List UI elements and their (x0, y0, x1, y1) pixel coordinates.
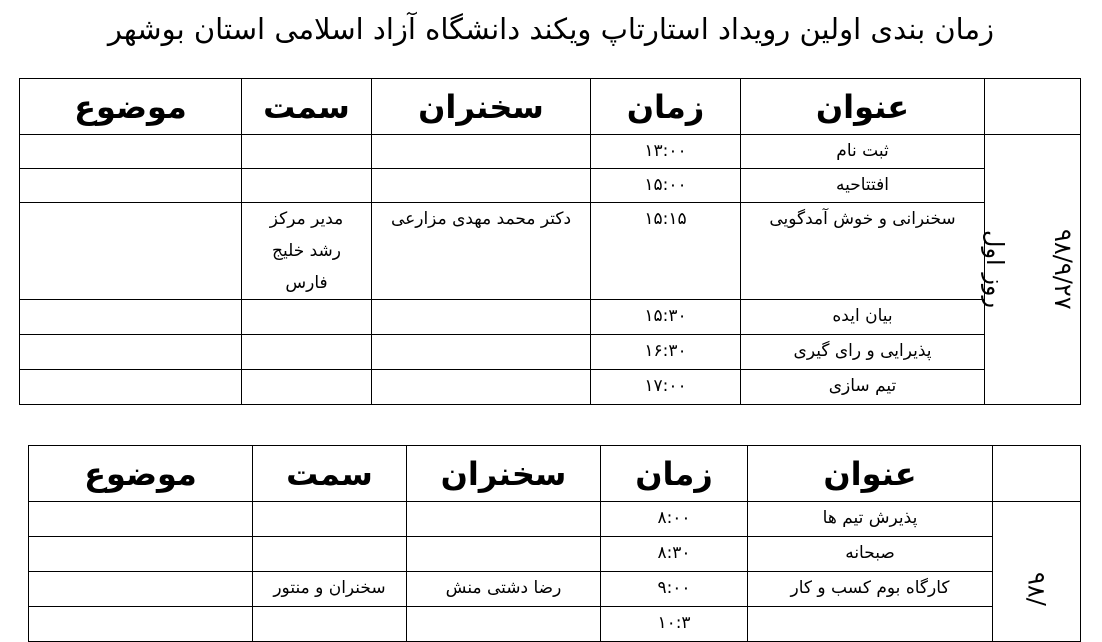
cell-title: تیم سازی (741, 370, 985, 405)
cell-role (242, 300, 372, 335)
table-row (29, 537, 1081, 572)
page-title: زمان بندی اولین رویداد استارتاپ ویکند دانشگاه آزاد اسلامی استان بوشهر (107, 12, 995, 46)
cell-role (242, 335, 372, 370)
cell-role-text: مدیر مرکز رشد خلیج فارس (269, 209, 344, 293)
table-row (20, 169, 1081, 203)
cell-time: ۱۶:۳۰ (591, 335, 741, 370)
header-topic: موضوع (29, 446, 253, 502)
schedule-table-day1 (19, 78, 1081, 405)
day-label-cell (993, 502, 1081, 642)
cell-time: ۱۰:۳ (601, 607, 748, 642)
cell-role (242, 169, 372, 203)
schedule-table-day2 (28, 445, 1081, 642)
cell-time: ۱۳:۰۰ (591, 135, 741, 169)
cell-time: ۱۵:۰۰ (591, 169, 741, 203)
table-row (29, 572, 1081, 607)
cell-time: ۸:۰۰ (601, 502, 748, 537)
cell-time: ۸:۳۰ (601, 537, 748, 572)
header-title: عنوان (741, 79, 985, 135)
cell-role (242, 203, 372, 300)
cell-topic (20, 203, 242, 300)
cell-title: پذیرایی و رای گیری (741, 335, 985, 370)
cell-speaker (407, 537, 601, 572)
header-role: سمت (253, 446, 407, 502)
day-date: ۹۸/۹/۲۷ (1049, 229, 1077, 310)
header-day (993, 446, 1081, 502)
table-row (20, 370, 1081, 405)
cell-speaker (372, 335, 591, 370)
table-row (20, 135, 1081, 169)
header-row (20, 79, 1081, 135)
cell-title: کارگاه بوم کسب و کار (748, 572, 993, 607)
cell-title: افتتاحیه (741, 169, 985, 203)
day-label-cell (981, 135, 1081, 405)
header-speaker: سخنران (407, 446, 601, 502)
cell-speaker (372, 370, 591, 405)
cell-topic (29, 502, 253, 537)
cell-speaker (372, 135, 591, 169)
cell-role (242, 135, 372, 169)
cell-title: صبحانه (748, 537, 993, 572)
cell-speaker (372, 300, 591, 335)
cell-topic (20, 335, 242, 370)
cell-topic (29, 537, 253, 572)
table-row (20, 203, 1081, 300)
cell-time: ۱۷:۰۰ (591, 370, 741, 405)
cell-speaker (407, 502, 601, 537)
cell-speaker: رضا دشتی منش (407, 572, 601, 607)
cell-topic (29, 607, 253, 642)
cell-speaker: دکتر محمد مهدی مزارعی (372, 203, 591, 300)
cell-time: ۱۵:۱۵ (591, 203, 741, 300)
cell-topic (20, 370, 242, 405)
cell-topic (20, 135, 242, 169)
cell-role (253, 537, 407, 572)
table-row (20, 300, 1081, 335)
table-row (20, 335, 1081, 370)
day-name: روز اول (981, 230, 1009, 309)
cell-time: ۱۵:۳۰ (591, 300, 741, 335)
cell-role (253, 607, 407, 642)
header-time: زمان (601, 446, 748, 502)
cell-time: ۹:۰۰ (601, 572, 748, 607)
header-title: عنوان (748, 446, 993, 502)
cell-topic (20, 169, 242, 203)
day-date: ۹۸/ (1022, 572, 1051, 606)
cell-topic (20, 300, 242, 335)
header-role: سمت (242, 79, 372, 135)
header-row (29, 446, 1081, 502)
cell-role (242, 370, 372, 405)
cell-title: ثبت نام (741, 135, 985, 169)
cell-title: پذیرش تیم ها (748, 502, 993, 537)
cell-role (253, 502, 407, 537)
table-row (29, 607, 1081, 642)
cell-topic (29, 572, 253, 607)
header-day (985, 79, 1081, 135)
cell-title (748, 607, 993, 642)
cell-role: سخنران و منتور (253, 572, 407, 607)
cell-speaker (407, 607, 601, 642)
cell-title: بیان ایده (741, 300, 985, 335)
header-time: زمان (591, 79, 741, 135)
cell-speaker (372, 169, 591, 203)
header-speaker: سخنران (372, 79, 591, 135)
cell-title: سخنرانی و خوش آمدگویی (741, 203, 985, 300)
table-row (29, 502, 1081, 537)
header-topic: موضوع (20, 79, 242, 135)
